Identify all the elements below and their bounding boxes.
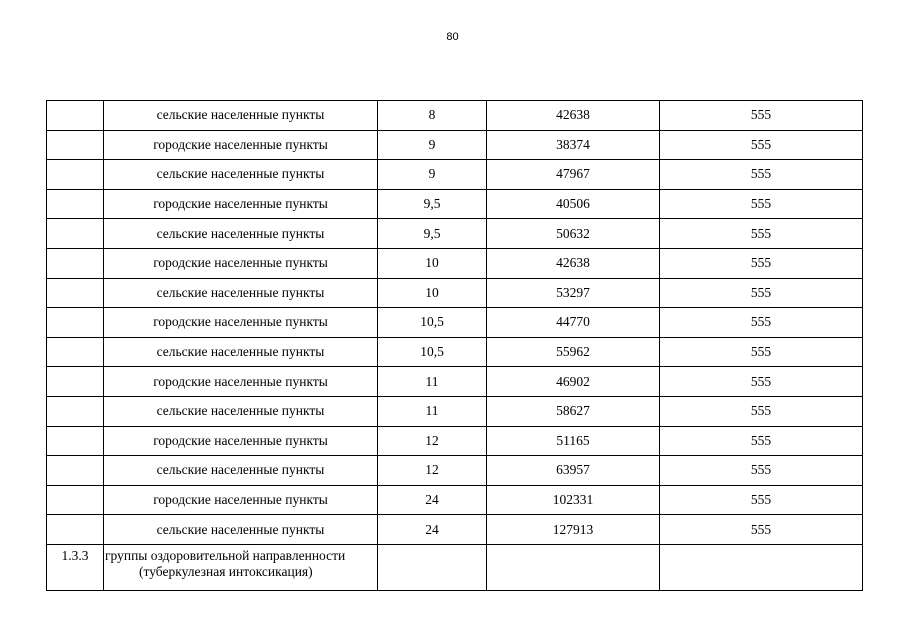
row-value1-cell: 11: [378, 367, 487, 397]
table-row: [47, 367, 863, 397]
table-row: [47, 160, 863, 190]
section-name-line1: группы оздоровительной направленности: [105, 547, 346, 563]
row-value3-cell: 555: [660, 248, 863, 278]
row-value2-cell: 46902: [487, 367, 660, 397]
table-row: [47, 101, 863, 131]
table-row: [47, 219, 863, 249]
section-value3-cell: [660, 544, 863, 590]
page-number: 80: [446, 31, 459, 43]
row-value3-cell: 555: [660, 485, 863, 515]
row-value2-cell: 44770: [487, 308, 660, 338]
row-value2-cell: 63957: [487, 456, 660, 486]
row-number-cell: [47, 248, 104, 278]
row-value3-cell: 555: [660, 337, 863, 367]
table-row: [47, 278, 863, 308]
row-number-cell: [47, 278, 104, 308]
section-value2-cell: [487, 544, 660, 590]
table-row: [47, 308, 863, 338]
row-value3-cell: 555: [660, 308, 863, 338]
row-value1-cell: 9,5: [378, 219, 487, 249]
row-name-cell: сельские населенные пункты: [104, 456, 378, 486]
row-value3-cell: 555: [660, 396, 863, 426]
row-value1-cell: 10: [378, 248, 487, 278]
row-name-cell: городские населенные пункты: [104, 189, 378, 219]
row-name-cell: городские населенные пункты: [104, 367, 378, 397]
row-name-cell: сельские населенные пункты: [104, 278, 378, 308]
table-row: [47, 248, 863, 278]
row-number-cell: [47, 485, 104, 515]
row-value3-cell: 555: [660, 278, 863, 308]
row-value3-cell: 555: [660, 367, 863, 397]
row-name-cell: сельские населенные пункты: [104, 160, 378, 190]
section-name-cell: [104, 544, 378, 590]
row-value2-cell: 58627: [487, 396, 660, 426]
row-value2-cell: 51165: [487, 426, 660, 456]
table-row-section: [47, 544, 863, 590]
table-row: [47, 426, 863, 456]
row-name-cell: городские населенные пункты: [104, 130, 378, 160]
row-value3-cell: 555: [660, 130, 863, 160]
row-number-cell: [47, 515, 104, 545]
row-value3-cell: 555: [660, 426, 863, 456]
data-table: [46, 100, 863, 591]
table-row: [47, 485, 863, 515]
table-row: [47, 337, 863, 367]
row-value2-cell: 55962: [487, 337, 660, 367]
row-value2-cell: 53297: [487, 278, 660, 308]
table-row: [47, 189, 863, 219]
row-value3-cell: 555: [660, 219, 863, 249]
row-value1-cell: 24: [378, 515, 487, 545]
table-row: [47, 515, 863, 545]
row-value1-cell: 9: [378, 160, 487, 190]
row-name-cell: сельские населенные пункты: [104, 396, 378, 426]
row-value1-cell: 11: [378, 396, 487, 426]
row-number-cell: [47, 101, 104, 131]
row-name-cell: сельские населенные пункты: [104, 219, 378, 249]
row-number-cell: [47, 396, 104, 426]
row-name-cell: городские населенные пункты: [104, 426, 378, 456]
table-row: [47, 396, 863, 426]
section-number-cell: 1.3.3: [47, 544, 104, 590]
row-name-cell: сельские населенные пункты: [104, 515, 378, 545]
row-number-cell: [47, 426, 104, 456]
row-value1-cell: 9: [378, 130, 487, 160]
row-value3-cell: 555: [660, 101, 863, 131]
table-body: [47, 101, 863, 591]
row-value2-cell: 38374: [487, 130, 660, 160]
row-number-cell: [47, 367, 104, 397]
row-number-cell: [47, 189, 104, 219]
row-value1-cell: 12: [378, 456, 487, 486]
row-value2-cell: 127913: [487, 515, 660, 545]
section-name-line2: (туберкулезная интоксикация): [139, 563, 313, 579]
table-row: [47, 456, 863, 486]
row-number-cell: [47, 219, 104, 249]
row-name-cell: городские населенные пункты: [104, 248, 378, 278]
row-value2-cell: 102331: [487, 485, 660, 515]
row-value2-cell: 42638: [487, 101, 660, 131]
row-value1-cell: 8: [378, 101, 487, 131]
row-number-cell: [47, 130, 104, 160]
row-number-cell: [47, 337, 104, 367]
row-name-cell: городские населенные пункты: [104, 485, 378, 515]
row-value3-cell: 555: [660, 160, 863, 190]
row-value1-cell: 12: [378, 426, 487, 456]
row-value3-cell: 555: [660, 456, 863, 486]
section-value1-cell: [378, 544, 487, 590]
row-value2-cell: 47967: [487, 160, 660, 190]
row-value1-cell: 10: [378, 278, 487, 308]
row-value3-cell: 555: [660, 515, 863, 545]
row-value2-cell: 50632: [487, 219, 660, 249]
row-value1-cell: 24: [378, 485, 487, 515]
table-row: [47, 130, 863, 160]
row-value1-cell: 9,5: [378, 189, 487, 219]
row-value2-cell: 40506: [487, 189, 660, 219]
row-name-cell: городские населенные пункты: [104, 308, 378, 338]
row-value1-cell: 10,5: [378, 308, 487, 338]
row-value2-cell: 42638: [487, 248, 660, 278]
row-number-cell: [47, 308, 104, 338]
row-name-cell: сельские населенные пункты: [104, 101, 378, 131]
row-name-cell: сельские населенные пункты: [104, 337, 378, 367]
row-value1-cell: 10,5: [378, 337, 487, 367]
row-number-cell: [47, 160, 104, 190]
row-number-cell: [47, 456, 104, 486]
row-value3-cell: 555: [660, 189, 863, 219]
